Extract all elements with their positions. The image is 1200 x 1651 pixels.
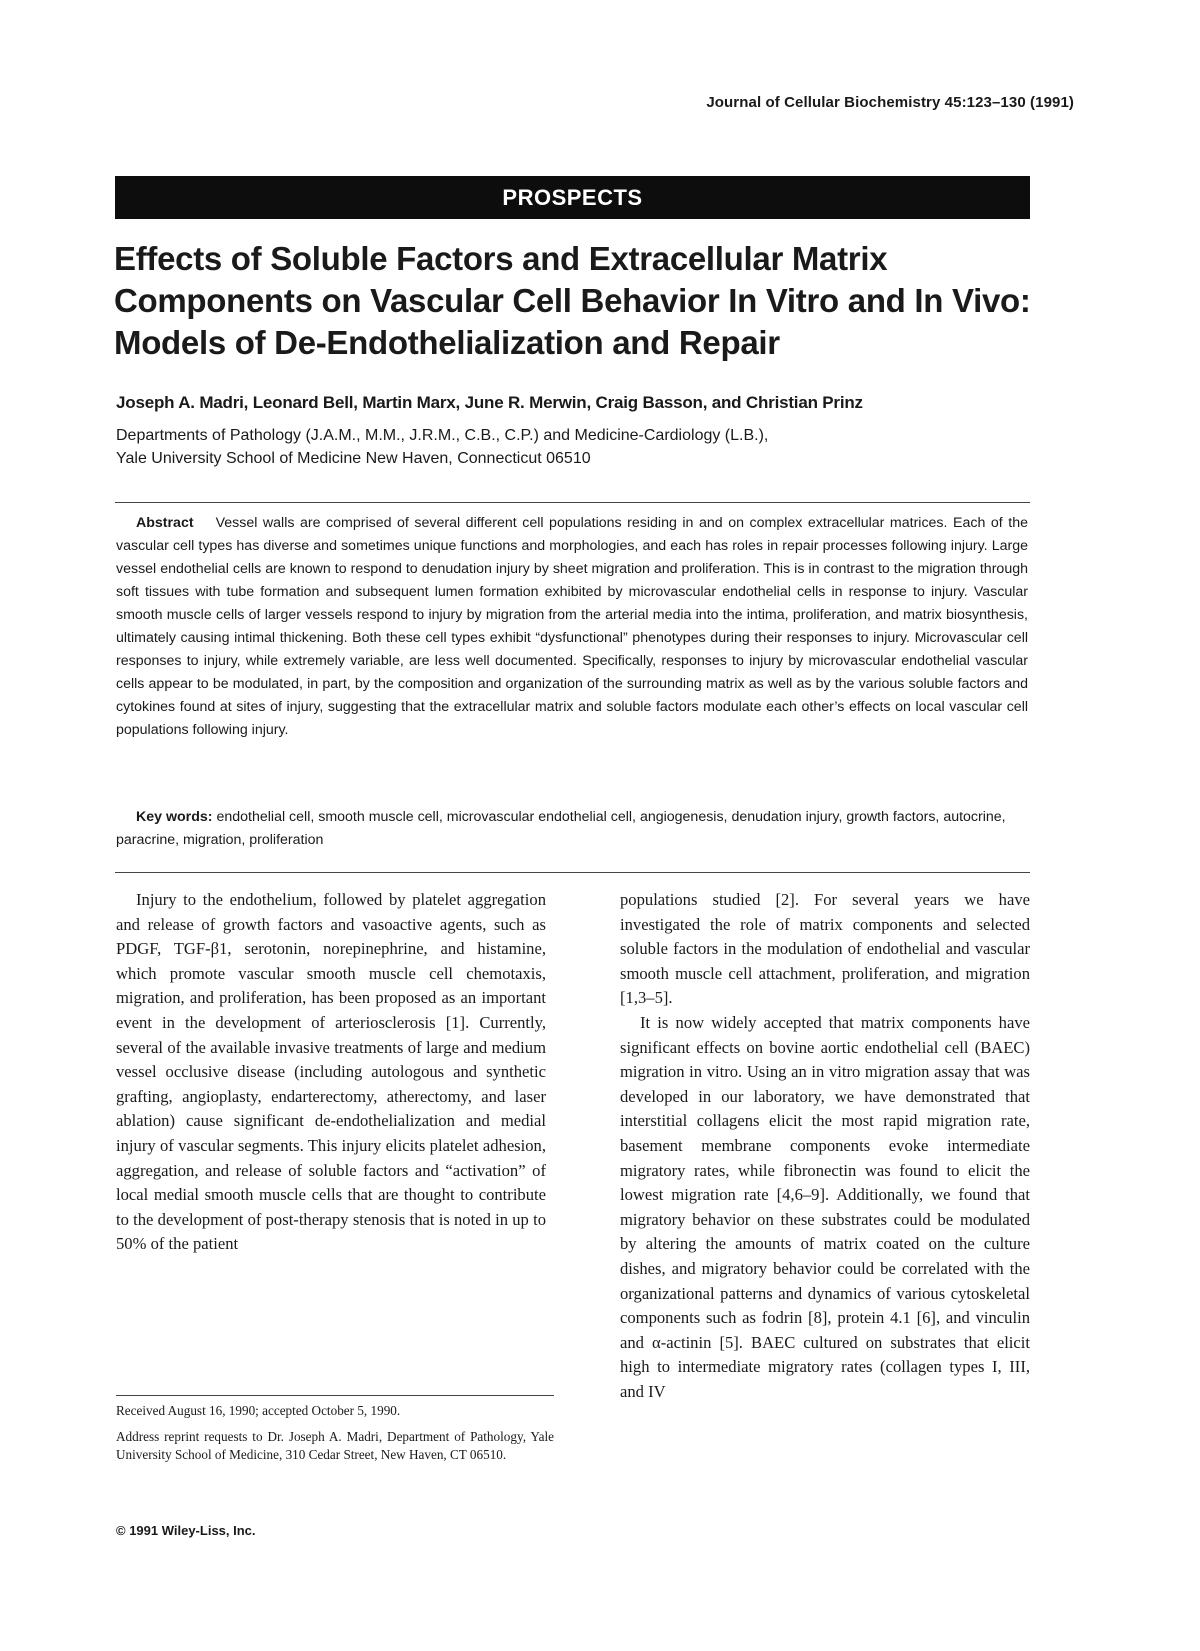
keywords-label: Key words: <box>136 809 213 825</box>
abstract-label: Abstract <box>136 515 194 531</box>
divider-top <box>115 502 1030 503</box>
copyright-notice: © 1991 Wiley-Liss, Inc. <box>116 1523 256 1538</box>
divider-keywords <box>115 872 1030 873</box>
body-paragraph: populations studied [2]. For several years we have investigated the role of matrix components and selected soluble factors in the modulation of endothelial and vascular smooth muscle cell attachment, proliferation, and migration [1,3–5]. <box>620 890 1030 1008</box>
keywords <box>116 806 1028 852</box>
body-column-left <box>116 888 546 1257</box>
footnote-address: Address reprint requests to Dr. Joseph A. Madri, Department of Pathology, Yale University School of Medicine, 310 Cedar Street, New Haven, CT 06510. <box>116 1428 554 1462</box>
affiliation <box>116 424 768 470</box>
author-list: Joseph A. Madri, Leonard Bell, Martin Marx, June R. Merwin, Craig Basson, and Christian Prinz <box>116 393 863 412</box>
affiliation-line-2: Yale University School of Medicine New Haven, Connecticut 06510 <box>116 450 591 467</box>
abstract-text: Vessel walls are comprised of several different cell populations residing in and on complex extracellular matrices. Each of the vascular cell types has diverse and sometimes unique functions and morphologies, and each has roles in repair processes following injury. Large vessel endothelial cells are known to respond to denudation injury by sheet migration and proliferation. This is in contrast to the migration through soft tissues with tube formation and subsequent lumen formation exhibited by microvascular endothelial cells in response to injury. Vascular smooth muscle cells of larger vessels respond to injury by migration from the arterial media into the intima, proliferation, and matrix biosynthesis, ultimately causing intimal thickening. Both these cell types exhibit “dysfunctional” phenotypes during their responses to injury. Microvascular cell responses to injury, while extremely variable, are less well documented. Specifically, responses to injury by microvascular endothelial vascular cells appear to be modulated, in part, by the composition and organization of the surrounding matrix as well as by the various soluble factors and cytokines found at sites of injury, suggesting that the extracellular matrix and soluble factors modulate each other’s effects on local vascular cell populations following injury. <box>116 515 1028 738</box>
body-paragraph: Injury to the endothelium, followed by platelet aggregation and release of growth factors and vasoactive agents, such as PDGF, TGF-β1, serotonin, norepinephrine, and histamine, which promote vascular smooth muscle cell chemotaxis, migration, and proliferation, has been proposed as an important event in the development of arteriosclerosis [1]. Currently, several of the available invasive treatments of large and medium vessel occlusive disease (including autologous and synthetic grafting, angioplasty, endarterectomy, atherectomy, and laser ablation) cause significant de-endothelialization and medial injury of vascular segments. This injury elicits platelet adhesion, aggregation, and release of soluble factors and “activation” of local medial smooth muscle cells that are thought to contribute to the development of post-therapy stenosis that is noted in up to 50% of the patient <box>116 890 546 1254</box>
affiliation-line-1: Departments of Pathology (J.A.M., M.M., J.R.M., C.B., C.P.) and Medicine-Cardiology (L.B.), <box>116 427 769 444</box>
footnote-received: Received August 16, 1990; accepted October 5, 1990. <box>116 1403 401 1418</box>
body-paragraph: It is now widely accepted that matrix components have significant effects on bovine aortic endothelial cell (BAEC) migration in vitro. Using an in vitro migration assay that was developed in our laboratory, we have demonstrated that interstitial collagens elicit the most rapid migration rate, basement membrane components evoke intermediate migratory rates, while fibronectin was found to elicit the lowest migration rate [4,6–9]. Additionally, we found that migratory behavior on these substrates could be modulated by altering the amounts of matrix coated on the culture dishes, and migratory behavior could be correlated with the organizational patterns and dynamics of various cytoskeletal components such as fodrin [8], protein 4.1 [6], and vinculin and α-actinin [5]. BAEC cultured on substrates that elicit high to intermediate migratory rates (collagen types I, III, and IV <box>620 1012 1030 1401</box>
body-column-right <box>620 888 1030 1404</box>
article-title: Effects of Soluble Factors and Extracellular Matrix Components on Vascular Cell Behavior In Vitro and In Vivo: Models of De-Endothelialization and Repair <box>114 240 1031 361</box>
footnotes <box>116 1402 554 1472</box>
section-banner: PROSPECTS <box>115 176 1030 219</box>
journal-header: Journal of Cellular Biochemistry 45:123–130 (1991) <box>706 94 1074 111</box>
abstract <box>116 512 1028 742</box>
footnote-divider <box>116 1395 554 1396</box>
keywords-text: endothelial cell, smooth muscle cell, microvascular endothelial cell, angiogenesis, denudation injury, growth factors, autocrine, paracrine, migration, proliferation <box>116 809 1006 848</box>
